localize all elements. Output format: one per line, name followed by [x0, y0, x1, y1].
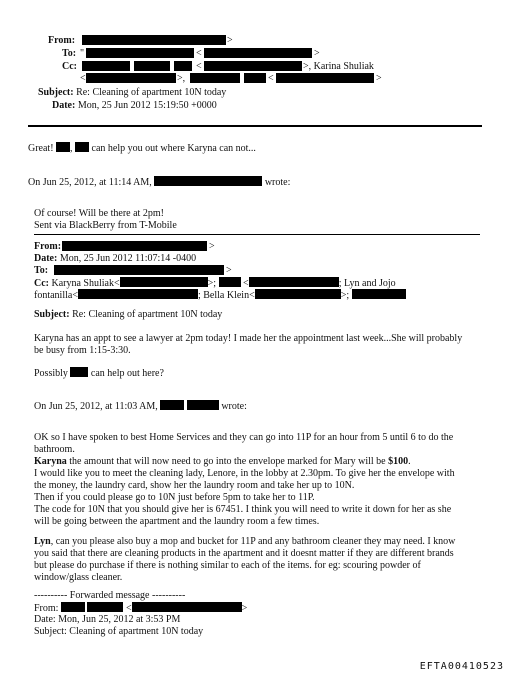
redaction [134, 61, 170, 71]
angle-bracket: < [196, 48, 202, 59]
quote-mark: " [80, 48, 85, 59]
redaction [255, 289, 341, 299]
redaction [219, 277, 241, 287]
angle-bracket: > [209, 241, 215, 252]
redaction [54, 265, 224, 275]
body2-attribution: On Jun 25, 2012, at 11:03 AM, wrote: [34, 401, 247, 412]
header-from-label: From: [48, 35, 76, 46]
redaction [75, 142, 89, 152]
header-divider [28, 125, 482, 127]
header-subject [38, 87, 226, 99]
header-date-label: Date: [52, 100, 76, 111]
body2-p4: Then if you could please go to 10N just before 5pm to take her to 11P. [34, 492, 315, 503]
redaction [61, 602, 85, 612]
body2-p1: OK so I have spoken to best Home Services and they can go into 11P for an hour from 5 until 6 to do the bathroom. [34, 432, 454, 455]
quoted-cc-line2: fontanilla< ; Bella Klein< >; [34, 289, 406, 302]
document-id: EFTA00410523 [419, 661, 504, 672]
angle-bracket: < [80, 73, 86, 84]
redaction [190, 73, 240, 83]
redaction [160, 400, 184, 410]
body2-p3: I would like you to meet the cleaning lady, Lenore, in the lobby at 2.30pm. To give her the envelope with the money, the laundry card, show her the laundry room and take her up to 10N. [34, 468, 455, 491]
redaction [276, 73, 374, 83]
redaction [244, 73, 266, 83]
quoted-date: Date: Mon, 25 Jun 2012 11:07:14 -0400 [34, 253, 197, 264]
redaction [187, 400, 219, 410]
redaction [56, 142, 70, 152]
quoted-subject: Subject: Re: Cleaning of apartment 10N today [34, 309, 223, 320]
reply2-line2: Sent via BlackBerry from T-Mobile [34, 220, 177, 231]
angle-bracket: < [268, 73, 274, 84]
angle-bracket: > [226, 265, 232, 276]
header-subject-text: Re: Cleaning of apartment 10N today [76, 87, 227, 98]
angle-bracket: > [314, 48, 320, 59]
quoted-cc-line: Cc: Karyna Shuliak< >; < ; Lyn and Jojo [34, 278, 396, 289]
angle-bracket: >, [177, 73, 186, 84]
redaction [120, 277, 208, 287]
angle-bracket: > [227, 35, 233, 46]
redaction [86, 48, 194, 58]
reply2-line1: Of course! Will be there at 2pm! [34, 208, 164, 219]
redaction [78, 289, 198, 299]
header-to-label: To: [62, 48, 77, 59]
body2-karyna: Karyna the amount that will now need to go into the envelope marked for Mary will be $100. [34, 456, 411, 467]
redaction [204, 48, 312, 58]
header-subject-label: Subject: [38, 87, 74, 98]
redaction [87, 602, 123, 612]
body1-paragraph: Karyna has an appt to see a lawyer at 2pm today! I made her the appointment last week...She will probably be busy from 1:15-3:30. [34, 333, 463, 356]
redaction [82, 61, 130, 71]
body2-lyn: Lyn, can you please also buy a mop and bucket for 11P and any bathroom cleaner they may need. I know you said that there are cleaning products in the apartment and it doesnt matter if they are different brands but please do purchase if there is nothing similar to each of the items. for eg: scouring powder of window/glass cleaner. [34, 536, 456, 583]
header-cc-name: >, Karina Shuliak [303, 61, 374, 72]
body2-p5: The code for 10N that you should give her is 67451. I think you will need to write it down for her as she will be going between the apartment and the laundry room a few times. [34, 504, 452, 527]
redaction [82, 35, 226, 45]
redaction [154, 176, 262, 186]
possibly-line: Possibly can help out here? [34, 368, 164, 379]
redaction [86, 73, 176, 83]
header-date-text: Mon, 25 Jun 2012 15:19:50 +0000 [77, 100, 217, 111]
quote-divider [34, 234, 480, 235]
quoted-to-label: To: [34, 265, 49, 276]
great-line: Great! , can help you out where Karyna can not... [28, 143, 256, 154]
forwarded-date: Date: Mon, Jun 25, 2012 at 3:53 PM [34, 614, 181, 625]
redaction [70, 367, 88, 377]
redaction [174, 61, 192, 71]
angle-bracket: < [196, 61, 202, 72]
forwarded-from: From: < > [34, 603, 248, 614]
redaction [62, 241, 207, 251]
redaction [249, 277, 339, 287]
header-cc-label: Cc: [62, 61, 77, 72]
forwarded-subject: Subject: Cleaning of apartment 10N today [34, 626, 204, 637]
reply1-attribution: On Jun 25, 2012, at 11:14 AM, wrote: [28, 177, 291, 188]
redaction [132, 602, 242, 612]
angle-bracket: > [376, 73, 382, 84]
redaction [352, 289, 406, 299]
quoted-from-label: From: [34, 241, 62, 252]
header-date [52, 100, 217, 112]
redaction [204, 61, 302, 71]
forwarded-divider: ---------- Forwarded message ---------- [34, 590, 186, 601]
